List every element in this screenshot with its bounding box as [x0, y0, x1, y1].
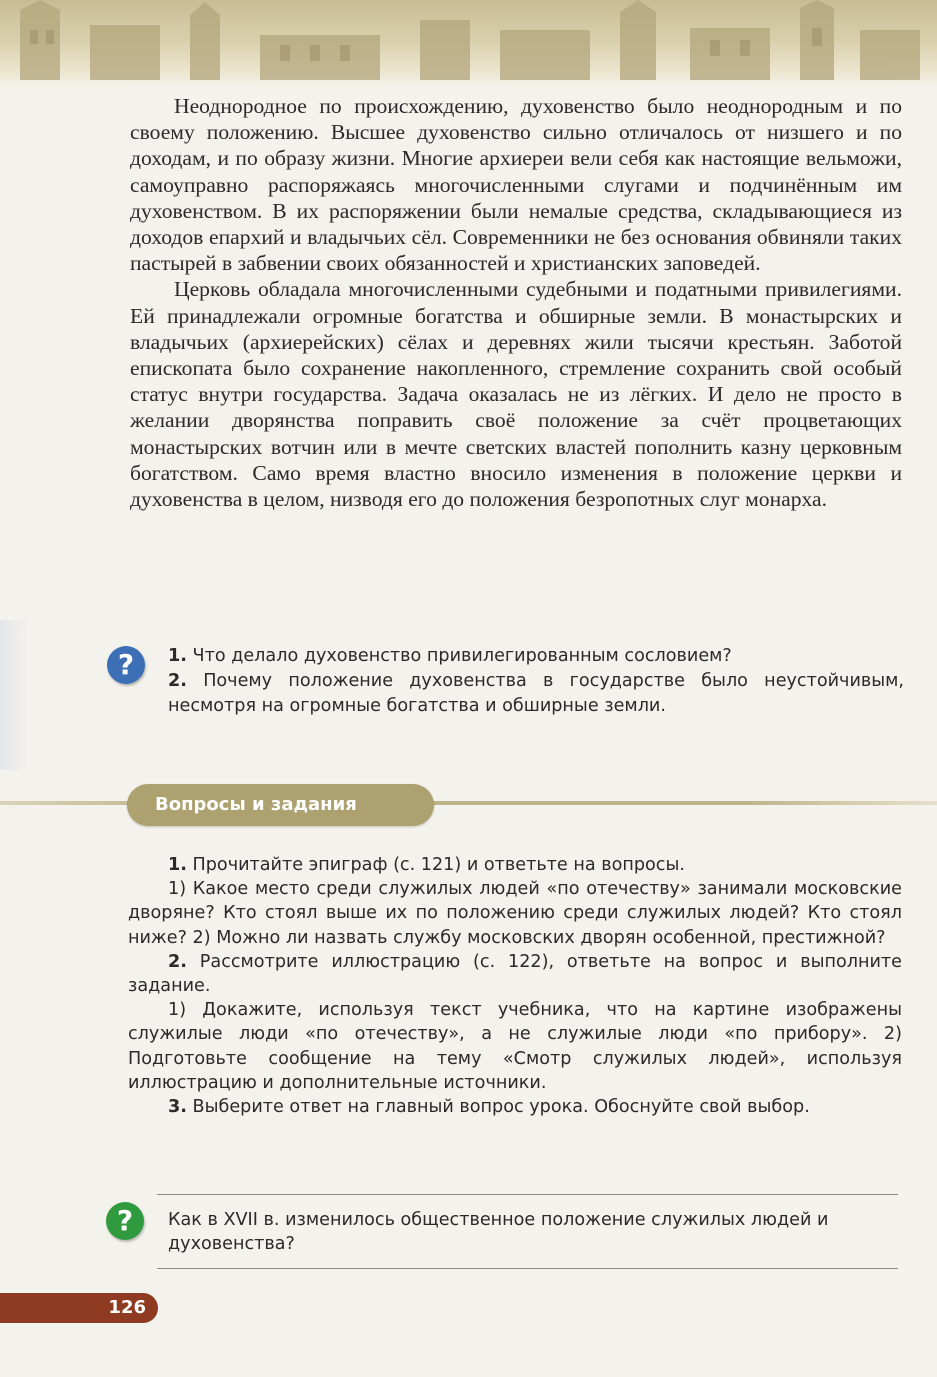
- header-illustration: [0, 0, 937, 88]
- task-number: 2.: [168, 951, 187, 972]
- question-text: Почему положение духовенства в государстве было неустойчивым, несмотря на огромные богатства и обширные земли.: [168, 671, 904, 716]
- review-question: [168, 644, 904, 669]
- divider: [157, 1194, 898, 1195]
- question-mark-icon: ?: [107, 646, 145, 684]
- task-text: 1) Какое место среди служилых людей «по отечеству» занимали московские дворяне? Кто стоял выше их по положению среди служилых людей? Кто стоял ниже? 2) Можно ли назвать службу московских дворян особенной, престижной?: [128, 879, 902, 948]
- question-number: 1.: [168, 646, 187, 666]
- question-number: 2.: [168, 671, 187, 691]
- paragraph: Неоднородное по происхождению, духовенство было неоднородным и по своему положению. Высшее духовенство сильно отличалось от низшего и по доходам, и по образу жизни. Многие архиереи вели себя как настоящие вельможи, самоуправно распоряжаясь многочисленными слугами и подчинённым им духовенством. В их распоряжении были немалые средства, складывающиеся из доходов епархий и владычьих сёл. Современники не без основания обвиняли таких пастырей в забвении своих обязанностей и христианских заповедей.: [130, 94, 902, 276]
- review-question: [168, 669, 904, 719]
- section-title: Вопросы и задания: [127, 784, 434, 826]
- task-item: [128, 950, 902, 998]
- task-item: [128, 853, 902, 877]
- review-questions: [168, 644, 904, 719]
- paragraph: Церковь обладала многочисленными судебными и податными привилегиями. Ей принадлежали огромные богатства и обширные земли. В монастырских и владычьих (архиерейских) сёлах и деревнях жили тысячи крестьян. Заботой епископата было сохранение накопленного, стремление сохранить свой особый статус внутри государства. Задача оказалась не из лёгких. И дело не просто в желании дворянства поправить своё положение за счёт процветающих монастырских вотчин или в мечте светских властей пополнить казну церковным богатством. Само время властно вносило изменения в положение церкви и духовенства в целом, низводя его до положения безропотных слуг монарха.: [130, 277, 902, 512]
- divider: [157, 1268, 898, 1269]
- task-text: Рассмотрите иллюстрацию (с. 122), ответьте на вопрос и выполните задание.: [128, 951, 902, 997]
- task-text: Выберите ответ на главный вопрос урока. Обоснуйте свой выбор.: [192, 1097, 810, 1118]
- task-number: 1.: [168, 855, 187, 875]
- task-item: [128, 1095, 902, 1119]
- page-number: 126: [0, 1293, 158, 1323]
- question-text: Что делало духовенство привилегированным сословием?: [192, 646, 732, 666]
- task-text: Прочитайте эпиграф (с. 121) и ответьте на вопросы.: [192, 855, 685, 875]
- task-text: 1) Докажите, используя текст учебника, что на картине изображены служилые люди «по отечеству», а не служилые люди «по прибору». 2) Подготовьте сообщение на тему «Смотр служилых людей», используя иллюстрацию и дополнительные источники.: [128, 1000, 902, 1093]
- city-skyline-decoration: [0, 0, 937, 88]
- task-item: [128, 877, 902, 950]
- task-item: [128, 998, 902, 1095]
- task-number: 3.: [168, 1097, 187, 1118]
- tasks-list: [128, 853, 902, 1119]
- margin-shade: [0, 620, 28, 770]
- main-text: [130, 93, 902, 512]
- main-lesson-question: Как в XVII в. изменилось общественное положение служилых людей и духовенства?: [168, 1210, 829, 1254]
- question-mark-icon: ?: [106, 1202, 144, 1240]
